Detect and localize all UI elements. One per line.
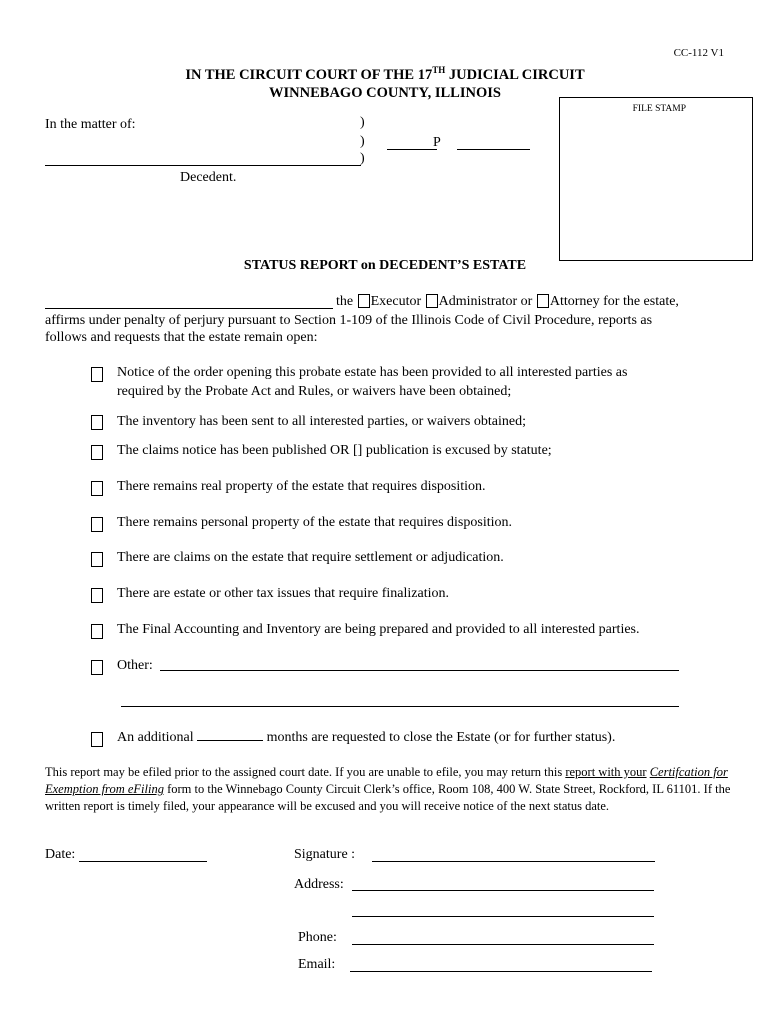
item-text: The claims notice has been published OR [] publication is excused by statute; bbox=[117, 443, 552, 458]
phone-label: Phone: bbox=[298, 930, 337, 945]
file-stamp-box bbox=[559, 97, 753, 261]
court-header-line1: IN THE CIRCUIT COURT OF THE 17TH JUDICIAL CIRCUIT bbox=[185, 65, 585, 83]
item-text: There are estate or other tax issues that require finalization. bbox=[117, 586, 449, 601]
matter-label: In the matter of: bbox=[45, 117, 136, 132]
item-checkbox[interactable] bbox=[91, 367, 103, 382]
decedent-label: Decedent. bbox=[180, 170, 237, 185]
other-field-line2[interactable] bbox=[121, 706, 679, 707]
additional-months-text: An additional months are requested to close the Estate (or for further status). bbox=[117, 730, 616, 745]
item-checkbox[interactable] bbox=[91, 624, 103, 639]
case-number-field[interactable] bbox=[457, 149, 530, 150]
other-checkbox[interactable] bbox=[91, 660, 103, 675]
address-field[interactable] bbox=[352, 890, 654, 891]
item-text: There remains real property of the estate that requires disposition. bbox=[117, 479, 486, 494]
decedent-name-field[interactable] bbox=[45, 165, 361, 166]
item-text: The Final Accounting and Inventory are being prepared and provided to all interested parties. bbox=[117, 622, 640, 637]
other-field[interactable] bbox=[160, 670, 679, 671]
item-checkbox[interactable] bbox=[91, 588, 103, 603]
case-p-label: P bbox=[433, 135, 441, 150]
court-header bbox=[0, 61, 770, 102]
file-stamp-label: FILE STAMP bbox=[632, 104, 686, 114]
date-label: Date: bbox=[45, 847, 76, 862]
caption-paren: ) bbox=[360, 151, 365, 166]
form-id: CC-112 V1 bbox=[673, 47, 724, 59]
report-link[interactable]: report with your bbox=[565, 765, 647, 779]
form-title: STATUS REPORT on DECEDENT’S ESTATE bbox=[243, 258, 527, 273]
case-year-field[interactable] bbox=[387, 149, 437, 150]
item-checkbox[interactable] bbox=[91, 415, 103, 430]
executor-checkbox[interactable] bbox=[358, 294, 370, 308]
additional-months-checkbox[interactable] bbox=[91, 732, 103, 747]
certification-link[interactable]: Certifcation for Exemption from eFiling bbox=[45, 765, 728, 796]
administrator-checkbox[interactable] bbox=[426, 294, 438, 308]
other-label: Other: bbox=[117, 658, 153, 673]
efiling-note: This report may be efiled prior to the assigned court date. If you are unable to efile, you may return this report with your Certifcation for Exemption from eFiling form to the Winnebago County Circuit Clerk’s office, Room 108, 400 W. State Street, Rockford, IL 61101. If the written report is timely filed, your appearance will be excused and you will receive notice of the next status date. bbox=[45, 765, 731, 813]
email-label: Email: bbox=[298, 957, 336, 972]
filer-role-row: the Executor Administrator or Attorney for the estate, bbox=[336, 294, 679, 309]
date-field[interactable] bbox=[79, 861, 207, 862]
caption-paren: ) bbox=[360, 134, 365, 149]
phone-field[interactable] bbox=[352, 944, 654, 945]
signature-label: Signature : bbox=[294, 847, 356, 862]
email-field[interactable] bbox=[350, 971, 652, 972]
item-text: The inventory has been sent to all interested parties, or waivers obtained; bbox=[117, 414, 526, 429]
affirmation-text: affirms under penalty of perjury pursuant to Section 1-109 of the Illinois Code of Civil Procedure, reports as follows and requests that the estate remain open: bbox=[45, 313, 653, 345]
additional-months-field[interactable] bbox=[197, 728, 263, 741]
court-header-line2: WINNEBAGO COUNTY, ILLINOIS bbox=[269, 84, 501, 101]
item-text: There remains personal property of the estate that requires disposition. bbox=[117, 515, 512, 530]
filer-name-field[interactable] bbox=[45, 308, 333, 309]
item-checkbox[interactable] bbox=[91, 445, 103, 460]
attorney-checkbox[interactable] bbox=[537, 294, 549, 308]
item-text: There are claims on the estate that require settlement or adjudication. bbox=[117, 550, 504, 565]
item-text: Notice of the order opening this probate estate has been provided to all interested parties as required by the Probate Act and Rules, or waivers have been obtained; bbox=[117, 365, 628, 399]
address-field-line2[interactable] bbox=[352, 916, 654, 917]
caption-paren: ) bbox=[360, 115, 365, 130]
item-checkbox[interactable] bbox=[91, 517, 103, 532]
item-checkbox[interactable] bbox=[91, 552, 103, 567]
signature-field[interactable] bbox=[372, 861, 655, 862]
item-checkbox[interactable] bbox=[91, 481, 103, 496]
address-label: Address: bbox=[294, 877, 344, 892]
